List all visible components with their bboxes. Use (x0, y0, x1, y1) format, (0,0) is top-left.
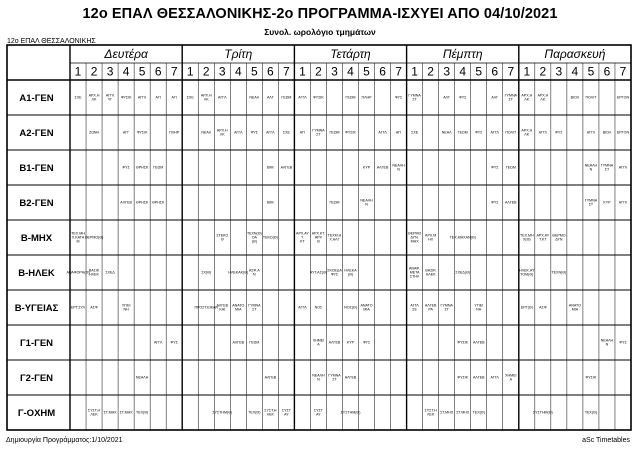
lesson-text: ΦΥΣ (122, 165, 130, 170)
school-label: 12ο ΕΠΑΛ ΘΕΣΣΑΛΟΝΙΚΗΣ (7, 38, 96, 45)
timetable-subtitle: Συνολ. ωρολόγιο τμημάτων (264, 27, 376, 37)
lesson-text: ΛΚ (524, 97, 530, 102)
lesson-text: ΑΡΧ (314, 235, 323, 240)
lesson-text: ΜΙΑ (235, 307, 242, 312)
lesson-text: ΜΙΑ (571, 307, 579, 312)
lesson-text: ΓΥΜΝΑ (504, 93, 517, 98)
lesson-text: ΦΥΣ (475, 130, 483, 135)
lesson-text: ΤΕΧ(Θ) (136, 410, 149, 415)
lesson-text: ΤΕΚΟ(Θ) (262, 235, 278, 240)
lesson-text: ΚΥΡ (603, 200, 611, 205)
day-header: Τετάρτη (330, 47, 371, 61)
lesson-text: ΗΛΕΚ (425, 272, 436, 277)
lesson-text: ΕΡΓ.ΣΥΛ (70, 305, 86, 310)
lesson-text: ΣΥΣΤ (313, 408, 323, 413)
class-name: Α2-ΓΕΝ (19, 128, 54, 139)
lesson-text: ΑΓΓΛ (618, 200, 628, 205)
period-number: 7 (619, 64, 627, 79)
lesson-text: ΑΓΙ (299, 130, 306, 135)
period-number: 1 (411, 64, 418, 79)
class-name: Γ-ΟΧΗΜ (17, 408, 56, 419)
lesson-text: ΓΕΩΜ (457, 130, 468, 135)
period-number: 6 (154, 64, 162, 79)
lesson-text: ΣΥΣΤ.Η (87, 408, 101, 413)
lesson-text: ΦΥΣ (362, 340, 371, 345)
lesson-text: ΝΗ (476, 307, 482, 312)
lesson-text: ΘΡΗΣΚ (151, 200, 165, 205)
lesson-text: ΑΡΧ.ΑΥ (536, 233, 550, 238)
lesson-text: ΒΙΟΛ (570, 95, 580, 100)
lesson-text: ΑΛΓΕΒ (264, 375, 277, 380)
lesson-text: ΣΥΣΤ (281, 408, 291, 413)
lesson-text: ΣΤ (604, 167, 610, 172)
lesson-text: Χ(Θ) (523, 237, 531, 242)
day-header: Παρασκευή (544, 47, 606, 61)
lesson-text: ΑΛΓΕΒ (376, 165, 389, 170)
lesson-text: ΣΤ (316, 132, 321, 137)
lesson-text: ΑΓΓ (122, 130, 130, 135)
period-number: 5 (475, 64, 483, 79)
lesson-text: ΧΗΜΕΙ (505, 373, 517, 378)
lesson-text: ΝΕΑΛΗ (360, 198, 373, 203)
lesson-text: ΑΝΑΦ. (409, 266, 421, 271)
lesson-text: ΓΕΩΜ (329, 200, 340, 205)
lesson-text: ΦΥΣΙΚ (120, 95, 132, 100)
lesson-text: ΓΕΩΜ (281, 95, 292, 100)
class-name: Β-ΜΗΧ (20, 233, 53, 244)
lesson-text: ΑΛΓΕΒ (232, 340, 245, 345)
lesson-text: ΑΓΓΛ (298, 305, 307, 310)
lesson-text: ΕΡΓΟΝ (616, 95, 630, 100)
day-header: Πέμπτη (442, 47, 483, 61)
lesson-text: ΓΕΩΜ (505, 165, 516, 170)
lesson-text: ΣΤ.ΜΗΧ (456, 410, 470, 415)
lesson-text: ΗΛΕΚ.ΑΥ (519, 268, 535, 273)
lesson-text: ΣΤ.ΜΗΧ (103, 410, 117, 415)
lesson-text: ΑΓΓΛ (490, 375, 499, 380)
class-name: Α1-ΓΕΝ (19, 93, 54, 104)
lesson-text: ΓΕΩΜ (153, 165, 164, 170)
lesson-text: ΣΤ (332, 377, 337, 382)
lesson-text: ΦΥΣ (250, 130, 259, 135)
lesson-text: ΦΥΣ (170, 340, 178, 345)
lesson-text: ΧΗΜΕΙ (312, 338, 325, 343)
lesson-text: ΑΛΓΕΒ (472, 340, 485, 345)
period-number: 1 (299, 64, 306, 79)
lesson-text: ΣΤ (508, 97, 513, 102)
lesson-text: ΣΥΣΤΗΜ(Θ) (340, 410, 361, 415)
lesson-text: ΦΥΣΙΚ (345, 130, 356, 135)
lesson-text: ΑΥ (284, 412, 289, 417)
lesson-text: ΦΥΣ (555, 130, 563, 135)
lesson-text: ΥΓΙΕΙ (121, 303, 131, 308)
lesson-text: ΛΚ (540, 97, 546, 102)
lesson-text: ΦΥΣ (619, 340, 627, 345)
lesson-text: ΑΡΧ.Η (537, 93, 549, 98)
lesson-text: ΝΗ (123, 307, 129, 312)
lesson-text: ΒΙΜ (267, 165, 274, 170)
lesson-text: ΑΓΓΛ (586, 130, 596, 135)
lesson-text: ΣΥΣΤ.Η (264, 408, 277, 413)
period-number: 7 (395, 64, 402, 79)
lesson-text: ΠΡΟΣΤ.ΕΙΚΑΝ (194, 305, 219, 310)
lesson-text: ΠΛΗΡ (361, 95, 372, 100)
lesson-text: ΟΑ (251, 235, 257, 240)
period-number: 7 (507, 64, 515, 79)
lesson-text: ΑΓΓΛ (298, 95, 307, 100)
lesson-text: ΝΕΑΛ (201, 130, 212, 135)
period-number: 4 (122, 64, 130, 79)
class-name: Γ1-ΓΕΝ (19, 338, 54, 349)
lesson-text: ΔΥΝ (555, 237, 563, 242)
lesson-text: ΣΧΕ (74, 95, 82, 100)
lesson-text: ΓΥΜΝΑ (328, 373, 341, 378)
day-header: Δευτέρα (104, 47, 148, 61)
lesson-text: ΜΕΤΑ (409, 270, 420, 275)
lesson-text: ΑΛΓΕΒ (280, 165, 293, 170)
period-number: 7 (170, 64, 178, 79)
lesson-text: ΑΓΓΛ (410, 303, 419, 308)
period-number: 1 (186, 64, 194, 79)
lesson-text: ΑΛΓ (491, 95, 499, 100)
lesson-text: ΝΕΑΛΗ (600, 338, 614, 343)
lesson-text: ΑΛΓΕΒ (216, 303, 229, 308)
lesson-text: ΣΧΕΔ (105, 270, 115, 275)
lesson-text: ΓΥΜΝΑ (440, 303, 453, 308)
lesson-text: ΑΓΙ (155, 95, 161, 100)
lesson-text: ΝΕΑΛΗ (584, 163, 598, 168)
lesson-text: ΥΓ (107, 97, 113, 102)
lesson-text: ΣΥΣΤ.Η (424, 408, 437, 413)
lesson-text: ΑΓΙ (395, 130, 402, 135)
lesson-text: ΣΤ.ΜΗΧ (119, 410, 133, 415)
lesson-text: ΝΕΑΛΗ (312, 373, 325, 378)
lesson-text: ΣΤΕΚΟ (216, 233, 229, 238)
lesson-text: ΑΓΓΛ (137, 95, 147, 100)
period-number: 3 (443, 64, 451, 79)
period-number: 7 (283, 64, 290, 79)
class-name: Β-ΗΛΕΚ (18, 268, 55, 279)
lesson-text: ΑΡΧ.Η (200, 93, 212, 98)
lesson-text: Ν (605, 342, 609, 347)
lesson-text: ΑΓΓΛ (538, 130, 548, 135)
lesson-text: ΘΕΡΜΟ(Θ) (84, 235, 104, 240)
lesson-text: ΑΡΧ.Η (521, 93, 533, 98)
lesson-text: ΑΣΦ (90, 305, 98, 310)
lesson-text: ΑΛΓ (443, 95, 451, 100)
lesson-text: Χ.ΚΑΤΑ (71, 235, 85, 240)
lesson-text: ΣΤ (412, 97, 417, 102)
lesson-text: ΑΓΓΛ (105, 93, 115, 98)
lesson-text: ΑΝΑΦΟΡΗ(Θ) (66, 270, 90, 275)
lesson-text: ΛΚ (524, 132, 530, 137)
lesson-text: ΘΡΗΣΚ (135, 165, 149, 170)
lesson-text: ΘΕΡΜΟ (407, 231, 422, 236)
lesson-text: ΠΟΛΙΤ (505, 130, 517, 135)
lesson-text: ΦΥΣ (459, 95, 467, 100)
period-number: 2 (315, 64, 322, 79)
lesson-text: ΑΡΧ.Η (216, 128, 228, 133)
lesson-text: ΓΥΜΝΑ (584, 198, 598, 203)
lesson-text: Θ (317, 239, 320, 244)
footer-software-credit: aSc Timetables (582, 437, 630, 444)
lesson-text: ΑΛΓΕΒ (424, 303, 437, 308)
lesson-text: ΔΥΝ. (410, 235, 419, 240)
lesson-text: ΤΕΧ.ΜΗΧΑΝ(Θ) (449, 235, 476, 240)
lesson-text: ΚΤ (300, 239, 305, 244)
lesson-text: ΜΗΧ (410, 239, 419, 244)
period-number: 5 (250, 64, 258, 79)
lesson-text: ΛΚ (219, 132, 225, 137)
lesson-text: ΑΓΓΛ (153, 340, 163, 345)
period-number: 4 (459, 64, 467, 79)
lesson-text: ΝΕΑΛ (441, 130, 452, 135)
lesson-text: ΝΕΑΛΗ (392, 163, 405, 168)
lesson-text: ΑΛΓΕΒ (120, 200, 132, 205)
lesson-text: ΕΡΓ(Θ) (520, 305, 533, 310)
lesson-text: ΖΩΝΗ (89, 130, 100, 135)
lesson-text: ΣΧ(Θ) (201, 270, 212, 275)
lesson-text: ΑΥ (316, 412, 321, 417)
lesson-text: Α (317, 342, 320, 347)
lesson-text: ΣΧΕ (282, 130, 290, 135)
lesson-text: ΠΛΗΡ (169, 130, 180, 135)
lesson-text: ΦΥΣ (491, 165, 499, 170)
lesson-text: ΜΙΑ (363, 307, 370, 312)
period-number: 2 (90, 64, 98, 79)
lesson-text: ΒΙΟΛ (602, 130, 612, 135)
lesson-text: ΣΥΣΤΗΜ(Θ) (532, 410, 553, 415)
lesson-text: ΣΤ (252, 307, 257, 312)
class-name: Β-ΥΓΕΙΑΣ (14, 303, 59, 314)
lesson-text: ΑΝΑΤΟ (360, 303, 373, 308)
period-number: 5 (587, 64, 595, 79)
period-number: 6 (491, 64, 499, 79)
lesson-text: ΑΣΦ (539, 305, 547, 310)
lesson-text: ΑΓΓΛ (266, 130, 275, 135)
lesson-text: ΗΧ (428, 237, 434, 242)
lesson-text: ΑΡΧ.ΑΥ (296, 231, 309, 236)
lesson-text: ΒΙΜ (267, 200, 274, 205)
lesson-text: Ν (589, 167, 593, 172)
lesson-text: Τ. (301, 235, 304, 240)
period-number: 3 (331, 64, 338, 79)
lesson-text: ΑΓΓΛ (490, 130, 499, 135)
lesson-text: ΝΕΑΛΗ (135, 375, 149, 380)
lesson-text: ΚΑΙ (219, 307, 226, 312)
lesson-text: ΛΚ (203, 97, 209, 102)
lesson-text: ΣΤ (588, 202, 594, 207)
lesson-text: ΦΥΣΙΚ (313, 95, 324, 100)
lesson-text: ΑΝΑΤΟ (568, 303, 581, 308)
lesson-text: ΛΚ (91, 97, 97, 102)
lesson-text: ΗΛΕΚΑ (344, 268, 357, 273)
lesson-text: Θ (220, 237, 224, 242)
lesson-text: ΑΓΓΛ (218, 95, 227, 100)
lesson-text: ΤΕΧΝ(Θ) (551, 270, 567, 275)
lesson-text: (Θ) (251, 239, 257, 244)
timetable-title: 12ο ΕΠΑΛ ΘΕΣΣΑΛΟΝΙΚΗΣ-2ο ΠΡΟΓΡΑΜΜΑ-ΙΣΧΥΕΙ ΑΠΟ 04/10/2021 (82, 6, 558, 22)
lesson-text: ΦΥΣΙΚ (585, 375, 597, 380)
lesson-text: Χ.ΑΛΓ (329, 237, 340, 242)
period-number: 4 (234, 64, 242, 79)
lesson-text: ΑΓΙ (171, 95, 177, 100)
period-number: 4 (347, 64, 354, 79)
lesson-text: ΒΑΣΙΚ (88, 268, 100, 273)
lesson-text: ΣΥΣΤΗΜ(Θ) (212, 410, 233, 415)
lesson-text: ΑΥΤ.ΑΣ(Θ) (309, 270, 328, 275)
lesson-text: ΛΕΚ (90, 412, 98, 417)
lesson-text: ΑΡΧ.ΚΤ. (311, 231, 326, 236)
day-header: Τρίτη (224, 47, 253, 61)
lesson-text: ΤΕΧΝ(Θ) (246, 231, 262, 236)
lesson-text: ΓΥΜΝΑ (312, 128, 325, 133)
period-number: 6 (267, 64, 274, 79)
period-number: 2 (539, 64, 547, 79)
lesson-text: ΤΕΧΜ.Η (327, 233, 342, 238)
lesson-text: ΤΕΧ(Θ) (584, 410, 598, 415)
lesson-text: ΤΕΧ.ΜΗ (71, 231, 85, 236)
lesson-text: Ν (397, 167, 400, 172)
period-number: 3 (218, 64, 226, 79)
lesson-text: ΗΛΕΚ (89, 272, 99, 277)
lesson-text: ΣΚΟΕΔΑ (327, 268, 342, 273)
lesson-text: ΓΥΜΝΑ (600, 163, 614, 168)
lesson-text: ΚΥΡ (346, 340, 355, 345)
lesson-text: Ν (365, 202, 368, 207)
lesson-text: ΝΟΣ(Θ) (344, 305, 357, 310)
lesson-text: ΑΓΓΛ (618, 165, 628, 170)
period-number: 3 (106, 64, 114, 79)
period-number: 2 (202, 64, 210, 79)
period-number: 1 (74, 64, 82, 79)
lesson-text: ΤΕΧ.ΜΗ (520, 233, 534, 238)
period-number: 4 (571, 64, 579, 79)
lesson-text: ΑΛΓΕΒ (472, 375, 485, 380)
lesson-text: ΦΥΣ (491, 200, 499, 205)
lesson-text: ΑΡΧ.Η (88, 93, 100, 98)
lesson-text: ΑΡΧ.Η (521, 128, 533, 133)
lesson-text: ΘΡΗΣΚ (135, 200, 149, 205)
lesson-text: ΓΕΩΜ (345, 95, 356, 100)
lesson-text: ΕΡΓΟΝ (616, 130, 630, 135)
lesson-text: ΑΛΓ (266, 95, 274, 100)
footer-created-date: Δημιουργία Προγράμματος:1/10/2021 (6, 437, 123, 444)
lesson-text: ΠΟΛΙΤ (585, 95, 597, 100)
lesson-text: Α (509, 377, 512, 382)
lesson-text: ΤΟΜ(Θ) (520, 272, 534, 277)
lesson-text: ΑΣΦ.Α (248, 268, 260, 273)
lesson-text: ΑΡΧ.Μ (425, 233, 437, 238)
period-number: 6 (603, 64, 611, 79)
lesson-text: ΤΕΧ(Θ) (472, 410, 485, 415)
lesson-text: Ν (253, 272, 256, 277)
lesson-text: ΥΓΙΕΙ (474, 303, 484, 308)
lesson-text: ΦΥΣ (394, 95, 403, 100)
lesson-text: ΑΓΓΛ (378, 130, 387, 135)
period-number: 5 (138, 64, 146, 79)
lesson-text: ΘΕΡΜΟ (552, 233, 566, 238)
lesson-text: ΑΓΓΛ (234, 130, 243, 135)
lesson-text: ΡΑ (428, 307, 433, 312)
class-name: Β1-ΓΕΝ (19, 163, 54, 174)
lesson-text: ΓΕΩΜ (249, 340, 260, 345)
lesson-text: ΦΥΣ (330, 272, 339, 277)
period-number: 3 (555, 64, 563, 79)
lesson-text: ΑΛΓΕΒ (504, 200, 517, 205)
lesson-text: Ν (317, 377, 320, 382)
lesson-text: ΝΕΑΛ (249, 95, 260, 100)
lesson-text: ΗΛΕΚΑΚ(Θ) (228, 270, 249, 275)
class-name: Γ2-ΓΕΝ (19, 373, 54, 384)
period-number: 2 (427, 64, 434, 79)
lesson-text: ΛΕΚ (427, 412, 435, 417)
period-number: 6 (379, 64, 386, 79)
lesson-text: ΣΤ (444, 307, 449, 312)
lesson-text: ΓΥΜΝΑ (248, 303, 261, 308)
lesson-text: ΦΥΣΙΚ (457, 375, 469, 380)
lesson-text: Μ (76, 239, 80, 244)
lesson-text: ΑΛΓΕΒ (344, 375, 357, 380)
lesson-text: ΣΧΕΔ(Θ) (455, 270, 471, 275)
lesson-text: ΦΥΣΙΚ (457, 340, 469, 345)
lesson-text: ΣΕ (412, 307, 417, 312)
lesson-text: ΝΟΣ (314, 305, 323, 310)
lesson-text: ΣΤ.ΜΗΧ (440, 410, 454, 415)
period-number: 5 (363, 64, 370, 79)
lesson-text: ΣΧΕ (186, 95, 194, 100)
lesson-text: ΦΥΣΙΚ (136, 130, 148, 135)
lesson-text: ΣΤΗΛ (409, 274, 420, 279)
lesson-text: ΚΥΡ (362, 165, 371, 170)
class-name: Β2-ΓΕΝ (19, 198, 54, 209)
lesson-text: ΓΕΩΜ (329, 130, 340, 135)
lesson-text: ΛΕΚ (266, 412, 274, 417)
lesson-text: (Θ) (347, 272, 354, 277)
lesson-text: ΑΛΓΕΒ (328, 340, 341, 345)
lesson-text: Τ.ΚΤ (539, 237, 547, 242)
lesson-text: ΤΕΧ(Θ) (248, 410, 261, 415)
lesson-text: ΑΝΑΤΟ (232, 303, 245, 308)
lesson-text: ΣΧΕ (411, 130, 419, 135)
lesson-text: ΒΑΣΙΚ (425, 268, 436, 273)
period-number: 1 (523, 64, 531, 79)
lesson-text: ΓΥΜΝΑ (408, 93, 421, 98)
